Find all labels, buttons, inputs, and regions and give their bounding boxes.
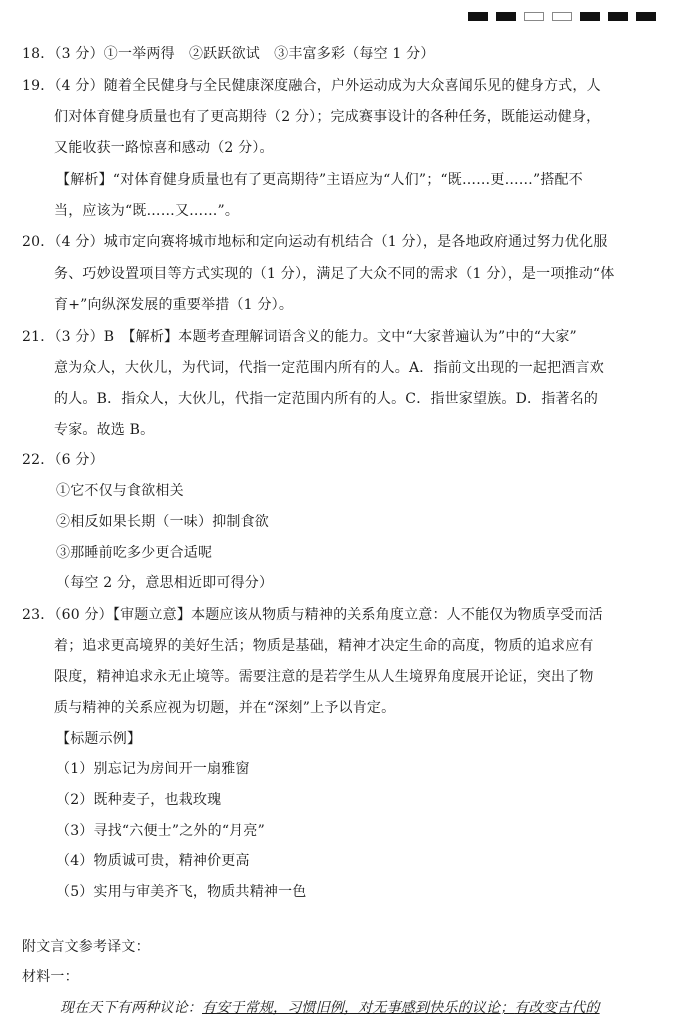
marker-block: [496, 12, 516, 21]
material-1-label: 材料一：: [22, 969, 79, 985]
marker-block: [636, 12, 656, 21]
marker-block: [580, 12, 600, 21]
answer-23-line: 着；追求更高境界的美好生活；物质是基础，精神才决定生命的高度，物质的追求应有: [54, 638, 594, 654]
material-1-translation: [60, 998, 600, 1018]
page-marker-bar: [468, 12, 656, 21]
answer-23-line: 限度，精神追求永无止境等。需要注意的是若学生从人生境界角度展开论证，突出了物: [54, 669, 594, 685]
answer-19-line: 们对体育健身质量也有了更高期待（2 分）；完成赛事设计的各种任务，既能运动健身，: [54, 109, 601, 125]
answer-23-line: 23．（60 分）【审题立意】本题应该从物质与精神的关系角度立意：人不能仅为物质享受而活: [22, 607, 603, 623]
answer-22-heading: 22．（6 分）: [22, 452, 104, 468]
translation-text: 现在天下有两种议论：: [60, 1000, 202, 1016]
marker-block: [524, 12, 544, 21]
appendix-title: 附文言文参考译文：: [22, 939, 150, 955]
answer-21-line: 21．（3 分）B 【解析】本题考查理解词语含义的能力。文中“大家普遍认为”中的“大家”: [22, 329, 577, 345]
underlined-phrase: 有安于常规，习惯旧例，对无事感到快乐的议论；: [202, 1000, 515, 1016]
answer-22-item: ①它不仅与食欲相关: [56, 483, 184, 499]
answer-21-line: 意为众人，大伙儿，为代词，代指一定范围内所有的人。A．指前文出现的一起把酒言欢: [54, 360, 604, 376]
answer-21-line: 的人。B．指众人，大伙儿，代指一定范围内所有的人。C．指世家望族。D．指著名的: [54, 391, 599, 407]
answer-21-line: 专家。故选 B。: [54, 422, 155, 438]
marker-block: [468, 12, 488, 21]
answer-22-note: （每空 2 分，意思相近即可得分）: [56, 575, 274, 591]
marker-block: [608, 12, 628, 21]
answer-19-analysis: 【解析】“对体育健身质量也有了更高期待”主语应为“人们”；“既……更……”搭配不: [56, 172, 583, 188]
answer-19-line: 19．（4 分）随着全民健身与全民健康深度融合，户外运动成为大众喜闻乐见的健身方式，人: [22, 78, 601, 94]
title-example: （1）别忘记为房间开一扇雅窗: [56, 761, 250, 777]
answer-19-analysis: 当，应该为“既……又……”。: [54, 203, 240, 219]
title-example: （3）寻找“六便士”之外的“月亮”: [56, 823, 265, 839]
answer-23-line: 质与精神的关系应视为切题，并在“深刻”上予以肯定。: [54, 700, 396, 716]
answer-20-line: 育+”向纵深发展的重要举措（1 分）。: [54, 297, 294, 313]
underlined-phrase: 有改变古代的: [514, 1000, 600, 1016]
title-example: （2）既种麦子，也栽玫瑰: [56, 792, 222, 808]
answer-20-line: 20．（4 分）城市定向赛将城市地标和定向运动有机结合（1 分），是各地政府通过努力优化服: [22, 234, 608, 250]
answer-20-line: 务、巧妙设置项目等方式实现的（1 分），满足了大众不同的需求（1 分），是一项推动“体: [54, 266, 615, 282]
title-example: （5）实用与审美齐飞，物质共精神一色: [56, 884, 307, 900]
answer-22-item: ②相反如果长期（一味）抑制食欲: [56, 514, 269, 530]
answer-22-item: ③那睡前吃多少更合适呢: [56, 545, 213, 561]
marker-block: [552, 12, 572, 21]
title-examples-heading: 【标题示例】: [56, 731, 142, 747]
title-example: （4）物质诚可贵，精神价更高: [56, 853, 250, 869]
answer-18: 18．（3 分）①一举两得 ②跃跃欲试 ③丰富多彩（每空 1 分）: [22, 46, 435, 62]
answer-19-line: 又能收获一路惊喜和感动（2 分）。: [54, 140, 274, 156]
